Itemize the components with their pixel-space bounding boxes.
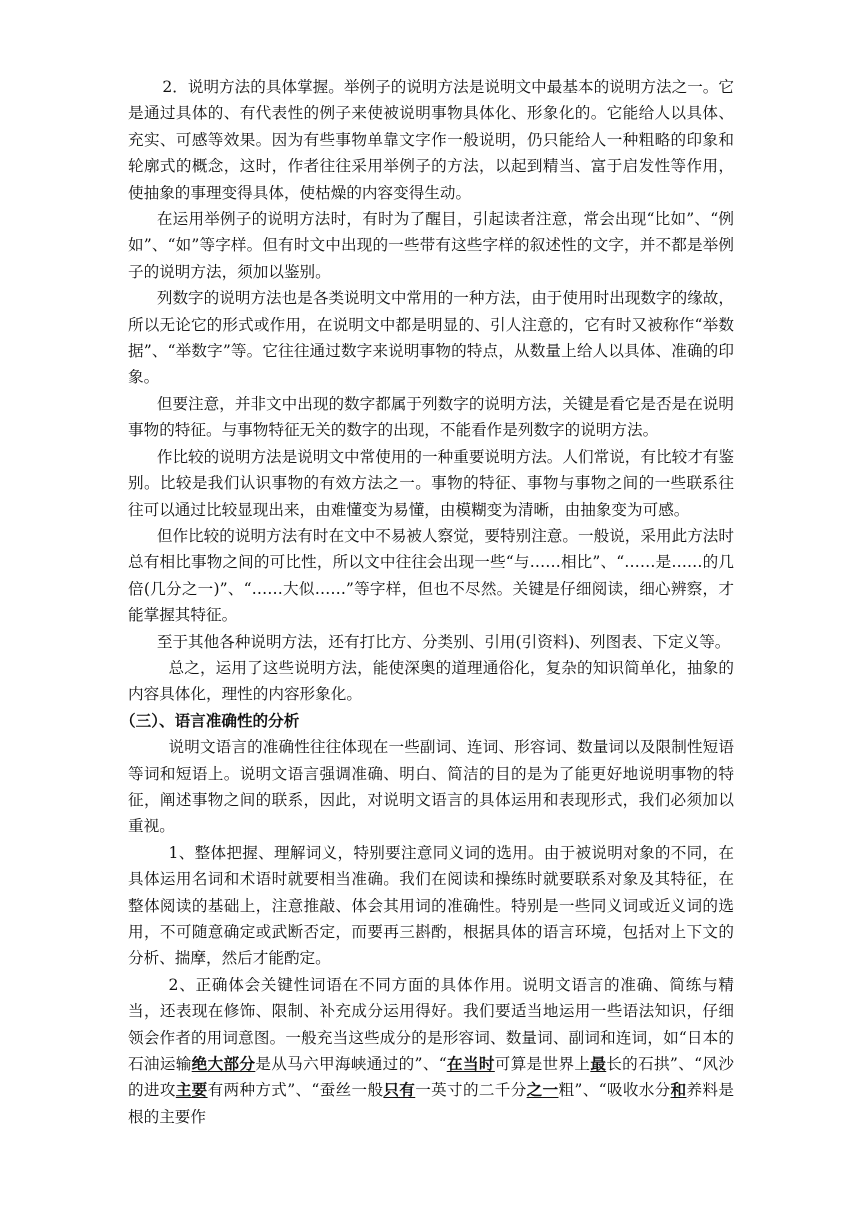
paragraph-text: 养料是根的主要作 <box>128 1081 734 1126</box>
paragraph-example-markers: 在运用举例子的说明方法时，有时为了醒目，引起读者注意，常会出现“比如”、“例如”、“如”等字样。但有时文中出现的一些带有这些字样的叙述性的文字，并不都是举例子的说明方法，须加以鉴别。 <box>128 210 734 281</box>
paragraph-numbers-caution: 但要注意，并非文中出现的数字都属于列数字的说明方法，关键是看它是否是在说明事物的特征。与事物特征无关的数字的出现，不能看作是列数字的说明方法。 <box>128 394 734 440</box>
keyword-emphasis: 和 <box>670 1080 687 1100</box>
keyword-emphasis: 主要 <box>175 1080 208 1100</box>
paragraph-text: 可算是世界上 <box>494 1055 591 1074</box>
paragraph-method-comparison: 作比较的说明方法是说明文中常使用的一种重要说明方法。人们常说，有比较才有鉴别。比较是我们认识事物的有效方法之一。事物的特征、事物与事物之间的一些联系往往可以通过比较显现出来，由难懂变为易懂，由模糊变为清晰，由抽象变为可感。 <box>128 447 734 519</box>
keyword-emphasis: 最 <box>590 1054 607 1074</box>
paragraph-key-words <box>128 972 734 1130</box>
keyword-emphasis: 绝大部分 <box>191 1054 256 1074</box>
paragraph-text: 一英寸的二千分 <box>415 1081 527 1100</box>
document-page <box>120 74 734 1130</box>
paragraph-text: 是从马六甲海峡通过的”、“ <box>255 1055 447 1074</box>
paragraph-text: 2、正确体会关键性词语在不同方面的具体作用。说明文语言的准确、简练与精当，还表现在修饰、限制、补充成分运用得好。我们要适当地运用一些语法知识，仔细领会作者的用词意图。一般充当这些成分的是形容词、数量词、副词和连词，如“日本的石油运输 <box>128 975 734 1074</box>
keyword-emphasis: 在当时 <box>446 1054 495 1074</box>
paragraph-text: 有两种方式”、“蚕丝一般 <box>207 1081 384 1100</box>
paragraph-comparison-caution: 但作比较的说明方法有时在文中不易被人察觉，要特别注意。一般说，采用此方法时总有相比事物之间的可比性，所以文中往往会出现一些“与……相比”、“……是……的几倍(几分之一)”、“……大似……”等字样，但也不尽然。关键是仔细阅读，细心辨察，才能掌握其特征。 <box>128 526 734 625</box>
paragraph-summary: 总之，运用了这些说明方法，能使深奥的道理通俗化，复杂的知识简单化，抽象的内容具体化，理性的内容形象化。 <box>128 658 734 704</box>
paragraph-text: 长的石拱”、“风沙的进攻 <box>128 1055 734 1100</box>
paragraph-word-meaning: 1、整体把握、理解词义，特别要注意同义词的选用。由于被说明对象的不同，在具体运用名词和术语时就要相当准确。我们在阅读和操练时就要联系对象及其特征，在整体阅读的基础上，注意推敲、体会其用词的准确性。特别是一些同义词或近义词的选用，不可随意确定或武断否定，而要再三斟酌，根据具体的语言环境，包括对上下文的分析、揣摩，然后才能酌定。 <box>128 843 734 968</box>
paragraph-method-examples: 2．说明方法的具体掌握。举例子的说明方法是说明文中最基本的说明方法之一。它是通过具体的、有代表性的例子来使被说明事物具体化、形象化的。它能给人以具体、充实、可感等效果。因为有些事物单靠文字作一般说明，仍只能给人一种粗略的印象和轮廓式的概念，这时，作者往往采用举例子的方法，以起到精当、富于启发性等作用，使抽象的事理变得具体，使枯燥的内容变得生动。 <box>128 78 734 202</box>
section-heading: （三）、语言准确性的分析 <box>120 711 300 730</box>
keyword-emphasis: 之一 <box>526 1080 559 1100</box>
paragraph-other-methods: 至于其他各种说明方法，还有打比方、分类别、引用(引资料)、列图表、下定义等。 <box>156 632 731 651</box>
paragraph-language-accuracy: 说明文语言的准确性往往体现在一些副词、连词、形容词、数量词以及限制性短语等词和短语上。说明文语言强调准确、明白、简洁的目的是为了能更好地说明事物的特征，阐述事物之间的联系，因此，对说明文语言的具体运用和表现形式，我们必须加以重视。 <box>128 738 734 836</box>
paragraph-method-numbers: 列数字的说明方法也是各类说明文中常用的一种方法，由于使用时出现数字的缘故，所以无论它的形式或作用，在说明文中都是明显的、引人注意的，它有时又被称作“举数据”、“举数字”等。它往往通过数字来说明事物的特点，从数量上给人以具体、准确的印象。 <box>128 289 734 387</box>
keyword-emphasis: 只有 <box>383 1080 416 1100</box>
paragraph-text: 粗”、“吸收水分 <box>558 1081 671 1100</box>
